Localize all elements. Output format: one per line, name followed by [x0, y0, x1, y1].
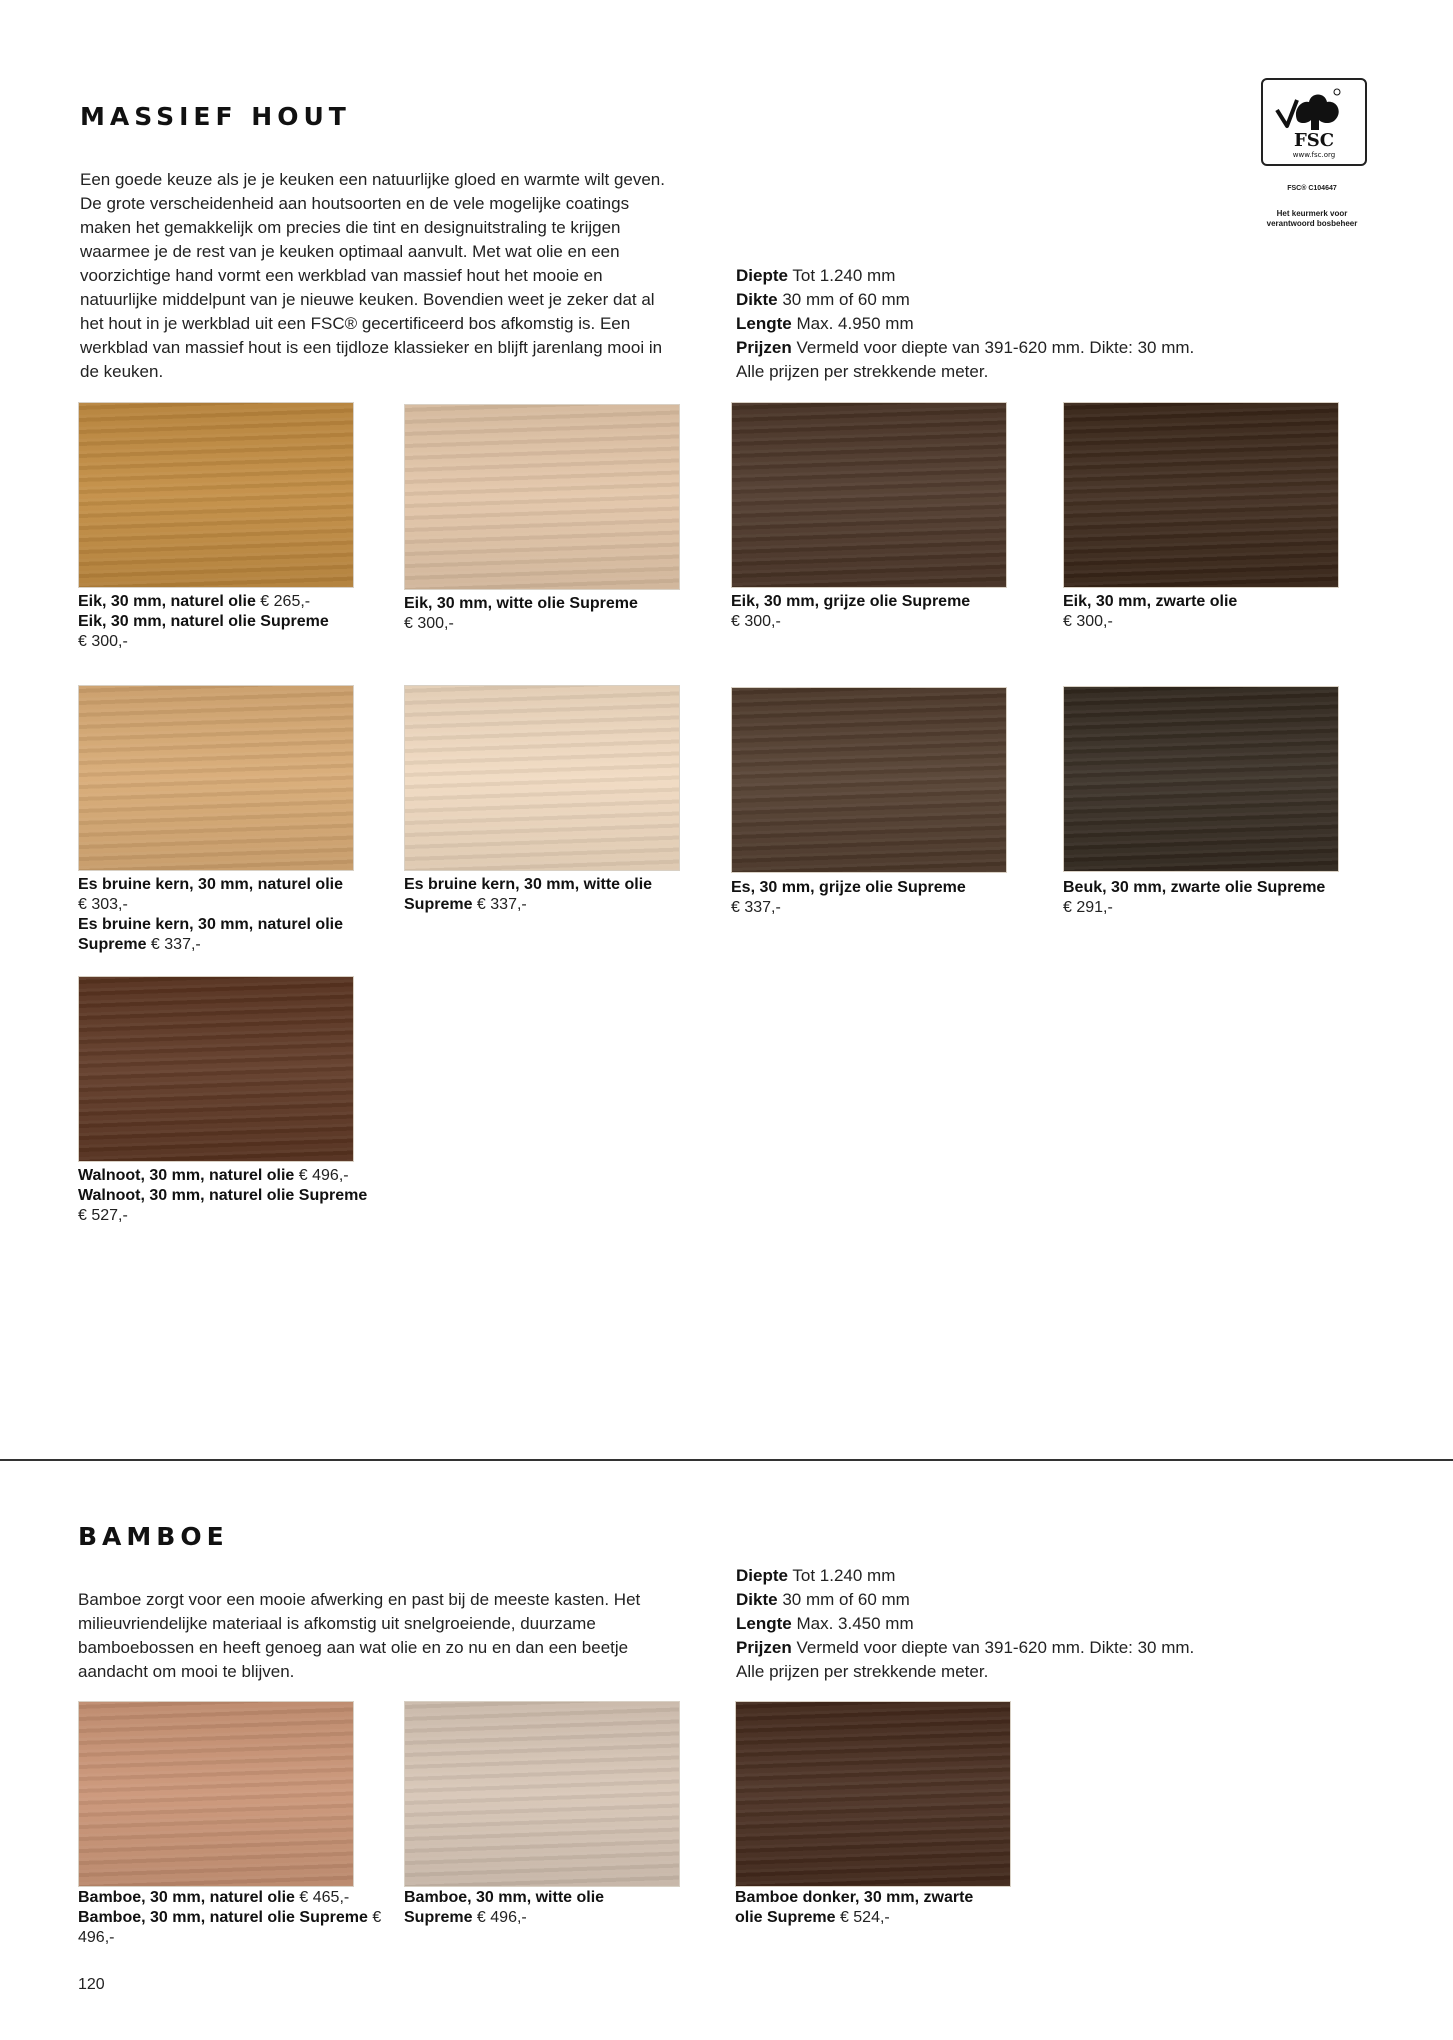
spec-prices: Prijzen Vermeld voor diepte van 391-620 mm. Dikte: 30 mm. — [736, 338, 1195, 357]
swatch-walnoot — [78, 976, 354, 1162]
spec-length: Lengte Max. 3.450 mm — [736, 1614, 914, 1633]
section-title-bamboe: BAMBOE — [78, 1522, 229, 1551]
swatch-bamboe-witte — [404, 1701, 680, 1887]
caption-es-bruine-witte: Es bruine kern, 30 mm, witte olie Supreme € 337,- — [404, 876, 653, 913]
caption-bamboe-donker: Bamboe donker, 30 mm, zwarte olie Supreme € 524,- — [735, 1889, 974, 1926]
swatch-bamboe-donker — [735, 1701, 1011, 1887]
fsc-url: www.fsc.org — [1292, 151, 1336, 159]
swatch-eik-grijze — [731, 402, 1007, 588]
swatch-eik-zwarte — [1063, 402, 1339, 588]
spec-thickness: Dikte 30 mm of 60 mm — [736, 290, 910, 309]
fsc-tagline: Het keurmerk voor verantwoord bosbeheer — [1266, 209, 1358, 228]
spec-thickness: Dikte 30 mm of 60 mm — [736, 1590, 910, 1609]
massief-specs — [736, 264, 1276, 384]
massief-intro: Een goede keuze als je je keuken een natuurlijke gloed en warmte wilt geven. De grote verscheidenheid aan houtsoorten en de vele mogelijke coatings maken het gemakkelijk om precies die tint en designuitstraling te krijgen waarmee je de rest van je keuken optimaal aanvult. Met wat olie en een voorzichtige hand vormt een werkblad van massief hout het mooie en natuurlijke middelpunt van je nieuwe keuken. Bovendien weet je zeker dat al het hout in je werkblad uit een FSC® gecertificeerd bos afkomstig is. Een werkblad van massief hout is een tijdloze klassieker en blijft jarenlang mooi in de keuken. — [80, 170, 665, 381]
bamboe-specs — [736, 1564, 1276, 1684]
spec-depth: Diepte Tot 1.240 mm — [736, 1566, 896, 1585]
caption-eik-witte: Eik, 30 mm, witte olie Supreme € 300,- — [404, 595, 638, 632]
spec-prices: Prijzen Vermeld voor diepte van 391-620 mm. Dikte: 30 mm. — [736, 1638, 1195, 1657]
fsc-code: FSC® C104647 — [1287, 185, 1337, 192]
caption-eik-zwarte: Eik, 30 mm, zwarte olie € 300,- — [1063, 593, 1238, 630]
caption-bamboe-witte: Bamboe, 30 mm, witte olie Supreme € 496,- — [404, 1889, 605, 1926]
section-divider — [0, 1459, 1453, 1461]
caption-eik-naturel: Eik, 30 mm, naturel olie € 265,- Eik, 30 mm, naturel olie Supreme € 300,- — [78, 593, 329, 650]
bamboe-intro: Bamboe zorgt voor een mooie afwerking en past bij de meeste kasten. Het milieuvriendelijke materiaal is afkomstig uit snelgroeiende, duurzame bamboebossen en heeft genoeg aan wat olie en zo nu en dan een beetje aandacht om mooi te blijven. — [78, 1590, 641, 1681]
section-title-massief-hout: MASSIEF HOUT — [80, 102, 351, 131]
caption-es-bruine-naturel: Es bruine kern, 30 mm, naturel olie € 303,- Es bruine kern, 30 mm, naturel olie Supreme € 337,- — [78, 876, 343, 953]
fsc-logo — [1261, 78, 1367, 166]
caption-beuk-zwarte: Beuk, 30 mm, zwarte olie Supreme € 291,- — [1063, 879, 1326, 916]
swatch-es-grijze — [731, 687, 1007, 873]
swatch-eik-witte — [404, 404, 680, 590]
swatch-beuk-zwarte — [1063, 686, 1339, 872]
caption-walnoot: Walnoot, 30 mm, naturel olie € 496,- Walnoot, 30 mm, naturel olie Supreme € 527,- — [78, 1167, 368, 1224]
swatch-es-bruine-witte — [404, 685, 680, 871]
spec-depth: Diepte Tot 1.240 mm — [736, 266, 896, 285]
swatch-bamboe-naturel — [78, 1701, 354, 1887]
spec-prices-note: Alle prijzen per strekkende meter. — [736, 362, 989, 381]
swatch-eik-naturel — [78, 402, 354, 588]
spec-prices-note: Alle prijzen per strekkende meter. — [736, 1662, 989, 1681]
swatch-es-bruine-naturel — [78, 685, 354, 871]
spec-length: Lengte Max. 4.950 mm — [736, 314, 914, 333]
caption-eik-grijze: Eik, 30 mm, grijze olie Supreme € 300,- — [731, 593, 971, 630]
fsc-tree-icon — [1263, 80, 1365, 164]
page-number: 120 — [78, 1976, 105, 1993]
caption-es-grijze: Es, 30 mm, grijze olie Supreme € 337,- — [731, 879, 966, 916]
fsc-wordmark: FSC — [1293, 130, 1335, 151]
caption-bamboe-naturel: Bamboe, 30 mm, naturel olie € 465,- Bamboe, 30 mm, naturel olie Supreme € 496,- — [78, 1889, 382, 1946]
